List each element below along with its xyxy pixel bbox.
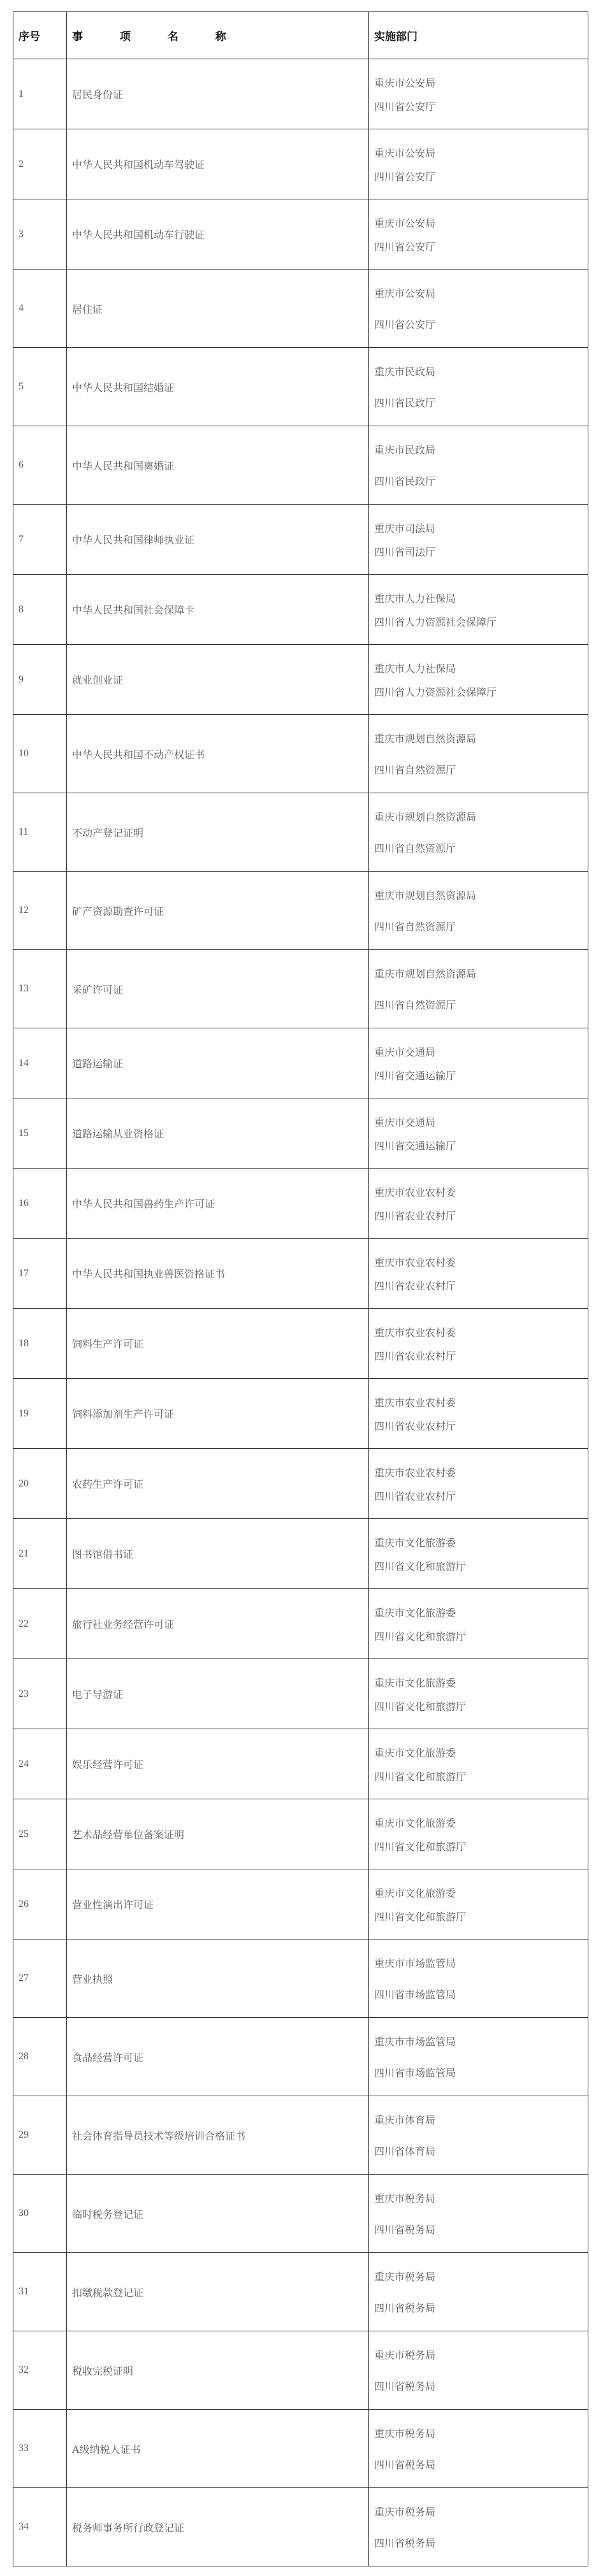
item-name-cell: 营业执照 bbox=[67, 1939, 369, 2018]
serial-number-cell: 10 bbox=[13, 715, 67, 793]
sichuan-department: 四川省公安厅 bbox=[374, 319, 436, 331]
department-cell bbox=[369, 645, 588, 715]
sichuan-department: 四川省税务局 bbox=[374, 2459, 436, 2471]
sichuan-department: 四川省文化和旅游厅 bbox=[374, 1840, 467, 1853]
sichuan-department: 四川省农业农村厅 bbox=[374, 1349, 456, 1362]
table-row bbox=[13, 1169, 588, 1239]
department-cell bbox=[369, 199, 588, 270]
sichuan-department: 四川省民政厅 bbox=[374, 475, 436, 487]
serial-number-cell: 7 bbox=[13, 505, 67, 575]
item-name-cell: 旅行社业务经营许可证 bbox=[67, 1589, 369, 1659]
item-name-cell: 营业性演出许可证 bbox=[67, 1869, 369, 1939]
chongqing-department: 重庆市农业农村委 bbox=[374, 1256, 456, 1269]
chongqing-department: 重庆市文化旅游委 bbox=[374, 1746, 456, 1759]
item-name-cell: 中华人民共和国机动车驾驶证 bbox=[67, 129, 369, 199]
department-cell bbox=[369, 872, 588, 950]
serial-number-cell: 23 bbox=[13, 1659, 67, 1729]
serial-number-cell: 24 bbox=[13, 1729, 67, 1799]
chongqing-department: 重庆市规划自然资源局 bbox=[374, 733, 477, 745]
table-row bbox=[13, 348, 588, 426]
serial-number-cell: 19 bbox=[13, 1379, 67, 1449]
item-name-cell: 采矿许可证 bbox=[67, 950, 369, 1028]
chongqing-department: 重庆市文化旅游委 bbox=[374, 1887, 456, 1899]
item-name-cell: 中华人民共和国兽药生产许可证 bbox=[67, 1169, 369, 1239]
serial-number-cell: 13 bbox=[13, 950, 67, 1028]
serial-number-cell: 34 bbox=[13, 2488, 67, 2566]
chongqing-department: 重庆市税务局 bbox=[374, 2192, 436, 2205]
item-name-cell: 娱乐经营许可证 bbox=[67, 1729, 369, 1799]
sichuan-department: 四川省税务局 bbox=[374, 2380, 436, 2393]
table-row bbox=[13, 1098, 588, 1169]
chongqing-department: 重庆市民政局 bbox=[374, 444, 436, 456]
sichuan-department: 四川省公安厅 bbox=[374, 170, 436, 183]
table-row bbox=[13, 2410, 588, 2488]
serial-number-cell: 5 bbox=[13, 348, 67, 426]
department-cell bbox=[369, 1309, 588, 1379]
item-name-cell: 中华人民共和国机动车行驶证 bbox=[67, 199, 369, 270]
department-cell bbox=[369, 1729, 588, 1799]
department-cell bbox=[369, 505, 588, 575]
department-cell bbox=[369, 950, 588, 1028]
chongqing-department: 重庆市税务局 bbox=[374, 2271, 436, 2283]
department-cell bbox=[369, 2410, 588, 2488]
table-header-row bbox=[13, 12, 588, 59]
table-row bbox=[13, 2331, 588, 2410]
item-name-cell: 图书馆借书证 bbox=[67, 1519, 369, 1589]
item-name-cell: 矿产资源勘查许可证 bbox=[67, 872, 369, 950]
serial-number-cell: 12 bbox=[13, 872, 67, 950]
department-cell bbox=[369, 1939, 588, 2018]
table-row bbox=[13, 129, 588, 199]
department-cell bbox=[369, 1449, 588, 1519]
department-cell bbox=[369, 575, 588, 645]
sichuan-department: 四川省农业农村厅 bbox=[374, 1490, 456, 1502]
serial-number-cell: 18 bbox=[13, 1309, 67, 1379]
serial-number-cell: 27 bbox=[13, 1939, 67, 2018]
item-name-cell: 电子导游证 bbox=[67, 1659, 369, 1729]
table-row bbox=[13, 1799, 588, 1869]
item-name-cell: A级纳税人证书 bbox=[67, 2410, 369, 2488]
serial-number-cell: 31 bbox=[13, 2253, 67, 2331]
chongqing-department: 重庆市文化旅游委 bbox=[374, 1676, 456, 1689]
table-row bbox=[13, 2175, 588, 2253]
department-cell bbox=[369, 1799, 588, 1869]
item-name-cell: 饲料添加剂生产许可证 bbox=[67, 1379, 369, 1449]
sichuan-department: 四川省税务局 bbox=[374, 2224, 436, 2236]
sichuan-department: 四川省自然资源厅 bbox=[374, 921, 456, 933]
table-body bbox=[13, 59, 588, 2566]
table-row bbox=[13, 270, 588, 348]
chongqing-department: 重庆市农业农村委 bbox=[374, 1186, 456, 1198]
table-row bbox=[13, 1729, 588, 1799]
item-name-cell: 临时税务登记证 bbox=[67, 2175, 369, 2253]
sichuan-department: 四川省税务局 bbox=[374, 2537, 436, 2549]
item-name-cell: 中华人民共和国执业兽医资格证书 bbox=[67, 1239, 369, 1309]
serial-number-cell: 20 bbox=[13, 1449, 67, 1519]
department-cell bbox=[369, 1869, 588, 1939]
sichuan-department: 四川省体育局 bbox=[374, 2145, 436, 2157]
chongqing-department: 重庆市税务局 bbox=[374, 2349, 436, 2361]
department-cell bbox=[369, 1028, 588, 1098]
item-name-cell: 税务师事务所行政登记证 bbox=[67, 2488, 369, 2566]
chongqing-department: 重庆市公安局 bbox=[374, 287, 436, 299]
department-cell bbox=[369, 2488, 588, 2566]
serial-number-cell: 4 bbox=[13, 270, 67, 348]
department-cell bbox=[369, 129, 588, 199]
item-name-cell: 就业创业证 bbox=[67, 645, 369, 715]
item-name-cell: 中华人民共和国律师执业证 bbox=[67, 505, 369, 575]
table-row bbox=[13, 1028, 588, 1098]
chongqing-department: 重庆市公安局 bbox=[374, 217, 436, 229]
item-name-cell: 居住证 bbox=[67, 270, 369, 348]
item-name-cell: 中华人民共和国社会保障卡 bbox=[67, 575, 369, 645]
sichuan-department: 四川省人力资源社会保障厅 bbox=[374, 686, 497, 698]
serial-number-cell: 14 bbox=[13, 1028, 67, 1098]
serial-number-cell: 11 bbox=[13, 793, 67, 872]
table-row bbox=[13, 872, 588, 950]
chongqing-department: 重庆市体育局 bbox=[374, 2114, 436, 2126]
item-name-cell: 不动产登记证明 bbox=[67, 793, 369, 872]
sichuan-department: 四川省人力资源社会保障厅 bbox=[374, 615, 497, 628]
department-cell bbox=[369, 59, 588, 129]
department-cell bbox=[369, 793, 588, 872]
department-cell bbox=[369, 1659, 588, 1729]
sichuan-department: 四川省民政厅 bbox=[374, 397, 436, 409]
chongqing-department: 重庆市农业农村委 bbox=[374, 1466, 456, 1479]
department-cell bbox=[369, 1519, 588, 1589]
item-name-cell: 道路运输从业资格证 bbox=[67, 1098, 369, 1169]
serial-number-cell: 22 bbox=[13, 1589, 67, 1659]
chongqing-department: 重庆市税务局 bbox=[374, 2506, 436, 2518]
item-name-cell: 中华人民共和国离婚证 bbox=[67, 426, 369, 505]
chongqing-department: 重庆市规划自然资源局 bbox=[374, 811, 477, 823]
sichuan-department: 四川省文化和旅游厅 bbox=[374, 1770, 467, 1783]
department-cell bbox=[369, 1239, 588, 1309]
sichuan-department: 四川省税务局 bbox=[374, 2302, 436, 2314]
department-cell bbox=[369, 1379, 588, 1449]
chongqing-department: 重庆市规划自然资源局 bbox=[374, 889, 477, 902]
sichuan-department: 四川省文化和旅游厅 bbox=[374, 1560, 467, 1572]
table-row bbox=[13, 715, 588, 793]
serial-number-cell: 1 bbox=[13, 59, 67, 129]
department-cell bbox=[369, 2331, 588, 2410]
chongqing-department: 重庆市交通局 bbox=[374, 1046, 436, 1058]
table-row bbox=[13, 1869, 588, 1939]
chongqing-department: 重庆市人力社保局 bbox=[374, 662, 456, 675]
table-row bbox=[13, 1449, 588, 1519]
serial-number-cell: 16 bbox=[13, 1169, 67, 1239]
sichuan-department: 四川省交通运输厅 bbox=[374, 1069, 456, 1082]
table-row bbox=[13, 950, 588, 1028]
table-row bbox=[13, 575, 588, 645]
department-cell bbox=[369, 1169, 588, 1239]
table-row bbox=[13, 2253, 588, 2331]
serial-number-cell: 30 bbox=[13, 2175, 67, 2253]
header-implementing-department: 实施部门 bbox=[369, 12, 588, 59]
table-row bbox=[13, 2488, 588, 2566]
item-name-cell: 饲料生产许可证 bbox=[67, 1309, 369, 1379]
chongqing-department: 重庆市人力社保局 bbox=[374, 592, 456, 605]
item-name-cell: 税收完税证明 bbox=[67, 2331, 369, 2410]
table-row bbox=[13, 1239, 588, 1309]
table-row bbox=[13, 793, 588, 872]
item-name-cell: 中华人民共和国不动产权证书 bbox=[67, 715, 369, 793]
department-cell bbox=[369, 2096, 588, 2175]
serial-number-cell: 29 bbox=[13, 2096, 67, 2175]
serial-number-cell: 15 bbox=[13, 1098, 67, 1169]
sichuan-department: 四川省市场监管局 bbox=[374, 2067, 456, 2079]
sichuan-department: 四川省自然资源厅 bbox=[374, 764, 456, 776]
serial-number-cell: 2 bbox=[13, 129, 67, 199]
serial-number-cell: 17 bbox=[13, 1239, 67, 1309]
serial-number-cell: 32 bbox=[13, 2331, 67, 2410]
sichuan-department: 四川省司法厅 bbox=[374, 545, 436, 558]
chongqing-department: 重庆市文化旅游委 bbox=[374, 1536, 456, 1549]
department-cell bbox=[369, 1589, 588, 1659]
chongqing-department: 重庆市公安局 bbox=[374, 76, 436, 89]
item-name-cell: 居民身份证 bbox=[67, 59, 369, 129]
sichuan-department: 四川省农业农村厅 bbox=[374, 1209, 456, 1222]
table-row bbox=[13, 426, 588, 505]
table-row bbox=[13, 2018, 588, 2096]
certificates-table bbox=[13, 11, 588, 2566]
sichuan-department: 四川省交通运输厅 bbox=[374, 1139, 456, 1152]
header-serial-number: 序号 bbox=[13, 12, 67, 59]
serial-number-cell: 9 bbox=[13, 645, 67, 715]
chongqing-department: 重庆市文化旅游委 bbox=[374, 1606, 456, 1619]
department-cell bbox=[369, 1098, 588, 1169]
table-row bbox=[13, 59, 588, 129]
item-name-cell: 农药生产许可证 bbox=[67, 1449, 369, 1519]
table-row bbox=[13, 2096, 588, 2175]
serial-number-cell: 8 bbox=[13, 575, 67, 645]
chongqing-department: 重庆市市场监管局 bbox=[374, 2036, 456, 2048]
table-row bbox=[13, 505, 588, 575]
department-cell bbox=[369, 2175, 588, 2253]
sichuan-department: 四川省自然资源厅 bbox=[374, 842, 456, 854]
department-cell bbox=[369, 270, 588, 348]
chongqing-department: 重庆市司法局 bbox=[374, 522, 436, 535]
chongqing-department: 重庆市农业农村委 bbox=[374, 1396, 456, 1409]
serial-number-cell: 6 bbox=[13, 426, 67, 505]
serial-number-cell: 26 bbox=[13, 1869, 67, 1939]
department-cell bbox=[369, 2018, 588, 2096]
chongqing-department: 重庆市交通局 bbox=[374, 1116, 436, 1128]
sichuan-department: 四川省农业农村厅 bbox=[374, 1420, 456, 1432]
item-name-cell: 道路运输证 bbox=[67, 1028, 369, 1098]
item-name-cell: 扣缴税款登记证 bbox=[67, 2253, 369, 2331]
sichuan-department: 四川省文化和旅游厅 bbox=[374, 1910, 467, 1923]
department-cell bbox=[369, 348, 588, 426]
item-name-cell: 食品经营许可证 bbox=[67, 2018, 369, 2096]
department-cell bbox=[369, 2253, 588, 2331]
department-cell bbox=[369, 715, 588, 793]
table-row bbox=[13, 1939, 588, 2018]
chongqing-department: 重庆市文化旅游委 bbox=[374, 1817, 456, 1829]
chongqing-department: 重庆市规划自然资源局 bbox=[374, 968, 477, 980]
table-row bbox=[13, 1519, 588, 1589]
sichuan-department: 四川省文化和旅游厅 bbox=[374, 1630, 467, 1643]
chongqing-department: 重庆市公安局 bbox=[374, 147, 436, 159]
item-name-cell: 艺术品经营单位备案证明 bbox=[67, 1799, 369, 1869]
chongqing-department: 重庆市市场监管局 bbox=[374, 1957, 456, 1969]
serial-number-cell: 25 bbox=[13, 1799, 67, 1869]
sichuan-department: 四川省公安厅 bbox=[374, 240, 436, 253]
serial-number-cell: 33 bbox=[13, 2410, 67, 2488]
department-cell bbox=[369, 426, 588, 505]
sichuan-department: 四川省市场监管局 bbox=[374, 1989, 456, 2001]
serial-number-cell: 3 bbox=[13, 199, 67, 270]
chongqing-department: 重庆市农业农村委 bbox=[374, 1326, 456, 1339]
sichuan-department: 四川省自然资源厅 bbox=[374, 999, 456, 1011]
sichuan-department: 四川省文化和旅游厅 bbox=[374, 1700, 467, 1713]
table-row bbox=[13, 1309, 588, 1379]
item-name-cell: 中华人民共和国结婚证 bbox=[67, 348, 369, 426]
chongqing-department: 重庆市税务局 bbox=[374, 2428, 436, 2440]
serial-number-cell: 21 bbox=[13, 1519, 67, 1589]
sichuan-department: 四川省公安厅 bbox=[374, 100, 436, 113]
table-row bbox=[13, 1589, 588, 1659]
table-row bbox=[13, 1659, 588, 1729]
table-row bbox=[13, 199, 588, 270]
item-name-cell: 社会体育指导员技术等级培训合格证书 bbox=[67, 2096, 369, 2175]
table-row bbox=[13, 645, 588, 715]
table-row bbox=[13, 1379, 588, 1449]
header-item-name: 事 项 名 称 bbox=[67, 12, 369, 59]
sichuan-department: 四川省农业农村厅 bbox=[374, 1279, 456, 1292]
serial-number-cell: 28 bbox=[13, 2018, 67, 2096]
chongqing-department: 重庆市民政局 bbox=[374, 366, 436, 378]
